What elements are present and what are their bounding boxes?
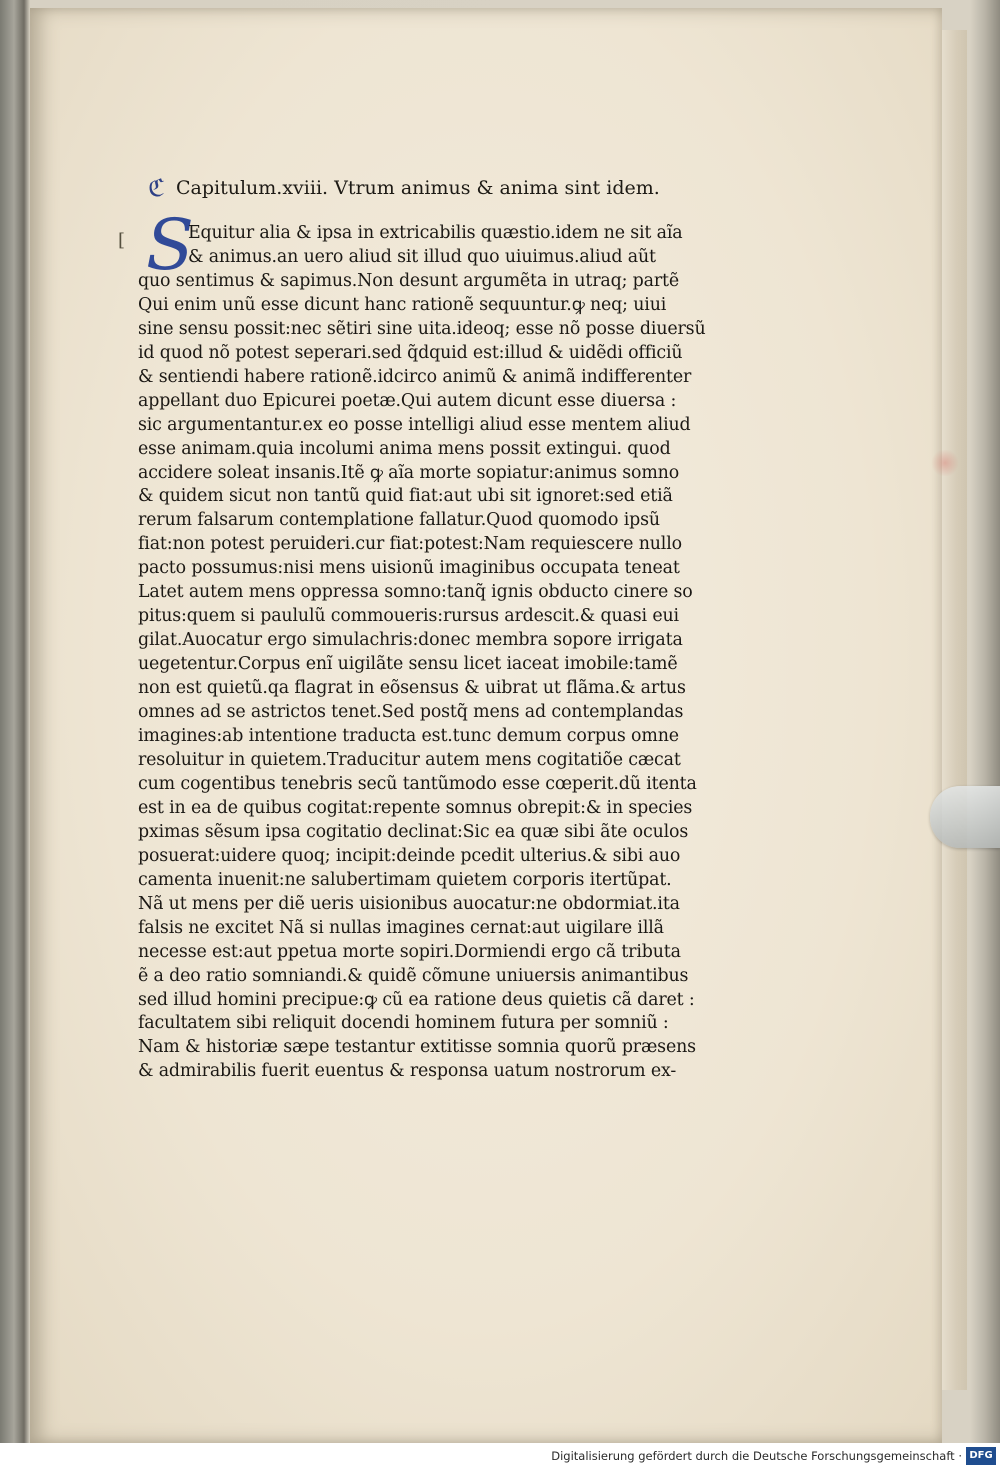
text-line: uegetentur.Corpus enĩ uigilãte sensu licet iaceat imobile:tamẽ [138, 654, 678, 675]
text-line: est in ea de quibus cogitat:repente somnus obrepit:& in species [138, 797, 693, 818]
text-line: sic argumentantur.ex eo posse intelligi aliud esse mentem aliud [138, 414, 691, 435]
text-line: & sentiendi habere rationẽ.idcirco animũ & animã indifferenter [138, 366, 692, 387]
text-line: rerum falsarum contemplatione fallatur.Quod quomodo ipsũ [138, 510, 660, 531]
text-line: falsis ne excitet Nã si nullas imagines cernat:aut uigilare illã [138, 917, 664, 938]
text-line: & animus.an uero aliud sit illud quo uiuimus.aliud aũt [188, 246, 656, 267]
text-line: sine sensu possit:nec sẽtiri sine uita.ideoq; esse nõ posse diuersũ [138, 318, 706, 339]
text-line: id quod nõ potest seperari.sed q̃dquid est:illud & uidẽdi officiũ [138, 342, 683, 363]
text-line: ẽ a deo ratio somniandi.& quidẽ cõmune uniuersis animantibus [138, 965, 689, 986]
paragraph-mark-icon: ℭ [148, 174, 165, 202]
text-line: Nã ut mens per diẽ ueris uisionibus auocatur:ne obdormiat.ita [138, 893, 680, 914]
red-stain [930, 450, 960, 476]
footer-credit: Digitalisierung gefördert durch die Deutsche Forschungsgemeinschaft · [551, 1449, 962, 1463]
text-line: Latet autem mens oppressa somno:tanq̃ ignis obducto cinere so [138, 582, 693, 603]
text-line: omnes ad se astrictos tenet.Sed postq̃ mens ad contemplandas [138, 702, 684, 723]
text-line: sed illud homini precipue:ꝙ cũ ea ratione deus quietis cã daret : [138, 989, 695, 1010]
text-line: pximas sẽsum ipsa cogitatio declinat:Sic ea quæ sibi ãte oculos [138, 821, 689, 842]
text-line: & quidem sicut non tantũ quid fiat:aut ubi sit ignoret:sed etiã [138, 486, 673, 507]
text-line: imagines:ab intentione traducta est.tunc demum corpus omne [138, 726, 679, 747]
text-line: & admirabilis fuerit euentus & responsa uatum nostrorum ex- [138, 1061, 677, 1082]
text-line: pitus:quem si paululũ commoueris:rursus ardescit.& quasi eui [138, 606, 679, 627]
page-edge [940, 30, 967, 1390]
text-line: Nam & historiæ sæpe testantur extitisse somnia quorũ præsens [138, 1037, 696, 1058]
chapter-heading-text: Capitulum.xviii. Vtrum animus & anima sint idem. [176, 177, 660, 199]
text-line: camenta inuenit:ne salubertimam quietem corporis itertũpat. [138, 869, 672, 890]
text-line: Equitur alia & ipsa in extricabilis quæstio.idem ne sit aĩa [188, 223, 683, 243]
text-line: necesse est:aut ppetua morte sopiri.Dormiendi ergo cã tributa [138, 941, 681, 962]
text-line: pacto possumus:nisi mens uisionũ imaginibus occupata teneat [138, 558, 680, 579]
chapter-heading [148, 175, 708, 201]
text-line: gilat.Auocatur ergo simulachris:donec membra sopore irrigata [138, 630, 683, 651]
text-line: non est quietũ.qa flagrat in eõsensus & uibrat ut flãma.& artus [138, 678, 686, 699]
text-line: resoluitur in quietem.Traducitur autem mens cogitatiõe cæcat [138, 749, 681, 770]
text-line: posuerat:uidere quoq; incipit:deinde pcedit ulterius.& sibi auo [138, 845, 681, 866]
text-line: fiat:non potest peruideri.cur fiat:potest:Nam requiescere nullo [138, 534, 682, 555]
text-line: esse animam.quia incolumi anima mens possit extingui. quod [138, 438, 671, 459]
body-text [138, 222, 708, 1084]
bookmark-tab [930, 786, 1000, 848]
text-line: Qui enim unũ esse dicunt hanc rationẽ sequuntur.ꝙ neq; uiui [138, 294, 667, 315]
margin-bracket-mark: [ [118, 230, 126, 251]
text-line: appellant duo Epicurei poetæ.Qui autem dicunt esse diuersa : [138, 390, 677, 411]
footer-bar [0, 1443, 1000, 1470]
dfg-logo: DFG [966, 1447, 996, 1465]
initial-letter: S [146, 204, 194, 286]
text-line: facultatem sibi reliquit docendi hominem futura per somniũ : [138, 1013, 669, 1034]
text-line: accidere soleat insanis.Itẽ ꝙ aĩa morte sopiatur:animus somno [138, 462, 680, 483]
text-line: cum cogentibus tenebris secũ tantũmodo esse cœperit.dũ itenta [138, 773, 697, 794]
text-line: quo sentimus & sapimus.Non desunt argumẽta in utraq; partẽ [138, 270, 680, 291]
